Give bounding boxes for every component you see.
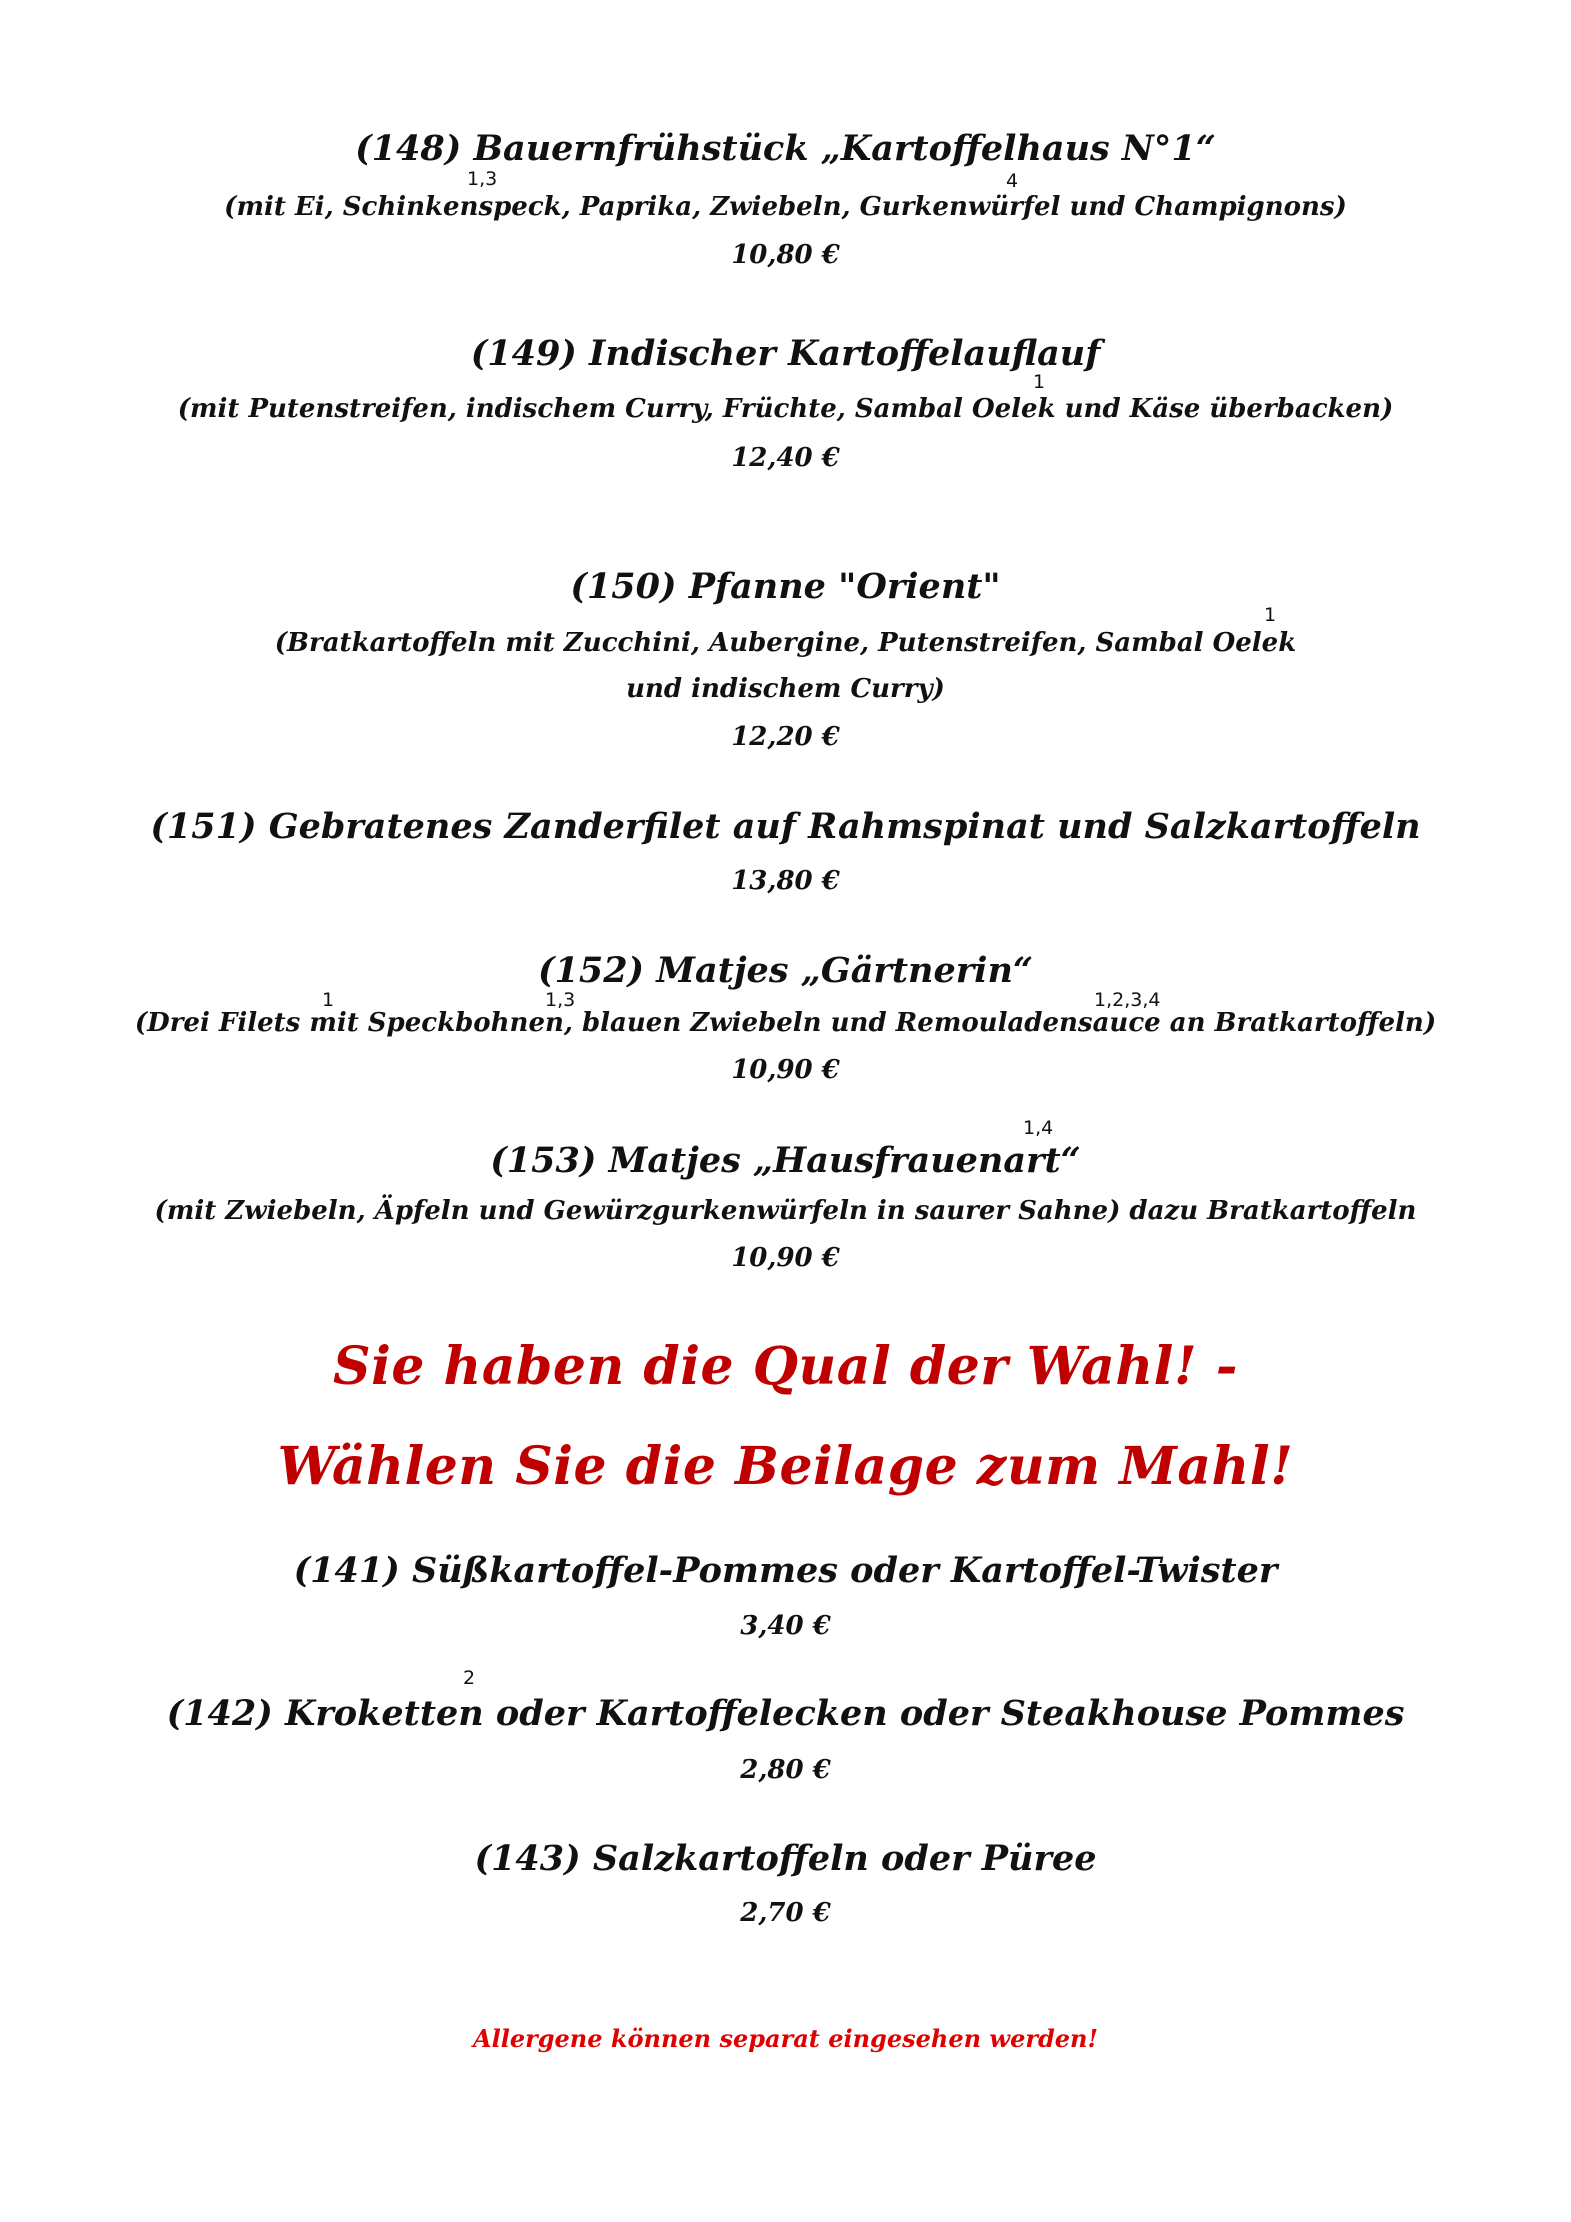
item-152-title: (152) Matjes „Gärtnerin“ bbox=[537, 950, 1034, 991]
item-153-title: (153) Matjes „Hausfrauenart“ bbox=[490, 1140, 1081, 1181]
item-148-title: (148) Bauernfrühstück „Kartoffelhaus N°1“ bbox=[355, 128, 1216, 169]
item-150-title: (150) Pfanne "Orient" bbox=[570, 566, 1001, 607]
item-149-allergen-1: 1 bbox=[1033, 371, 1046, 393]
item-152-allergen-1: 1 bbox=[322, 989, 335, 1011]
item-153-price: 10,90 € bbox=[731, 1243, 840, 1273]
item-149-price: 12,40 € bbox=[731, 443, 840, 473]
allergen-note: Allergene können separat eingesehen werden! bbox=[472, 2024, 1099, 2053]
side-143-title: (143) Salzkartoffeln oder Püree bbox=[474, 1838, 1097, 1879]
side-142-title: (142) Kroketten oder Kartoffelecken oder Steakhouse Pommes bbox=[166, 1693, 1405, 1734]
item-148-allergen-2: 4 bbox=[1006, 170, 1019, 192]
item-152-allergen-2: 1,3 bbox=[545, 989, 576, 1011]
item-152-price: 10,90 € bbox=[731, 1055, 840, 1085]
item-152-description: (Drei Filets mit Speckbohnen, blauen Zwiebeln und Remouladensauce an Bratkartoffeln) bbox=[134, 1008, 1437, 1038]
item-148-allergen-1: 1,3 bbox=[467, 168, 498, 190]
side-142-price: 2,80 € bbox=[740, 1755, 831, 1785]
side-143-price: 2,70 € bbox=[740, 1898, 831, 1928]
item-151-price: 13,80 € bbox=[731, 866, 840, 896]
item-150-price: 12,20 € bbox=[731, 722, 840, 752]
item-152-allergen-3: 1,2,3,4 bbox=[1094, 989, 1161, 1011]
side-141-title: (141) Süßkartoffel-Pommes oder Kartoffel-Twister bbox=[293, 1550, 1278, 1591]
item-151-title: (151) Gebratenes Zanderfilet auf Rahmspinat und Salzkartoffeln bbox=[150, 806, 1421, 847]
side-142-allergen-1: 2 bbox=[463, 1667, 476, 1689]
slogan-line-1: Sie haben die Qual der Wahl! - bbox=[333, 1336, 1238, 1397]
item-148-description: (mit Ei, Schinkenspeck, Paprika, Zwiebeln, Gurkenwürfel und Champignons) bbox=[224, 192, 1347, 222]
item-150-description-line2: und indischem Curry) bbox=[626, 674, 945, 704]
item-149-title: (149) Indischer Kartoffelauflauf bbox=[470, 333, 1101, 374]
item-153-description: (mit Zwiebeln, Äpfeln und Gewürzgurkenwürfeln in saurer Sahne) dazu Bratkartoffeln bbox=[154, 1196, 1417, 1226]
item-153-allergen-1: 1,4 bbox=[1023, 1117, 1054, 1139]
item-149-description: (mit Putenstreifen, indischem Curry, Früchte, Sambal Oelek und Käse überbacken) bbox=[177, 394, 1394, 424]
item-150-description-line1: (Bratkartoffeln mit Zucchini, Aubergine, Putenstreifen, Sambal Oelek bbox=[274, 628, 1297, 658]
item-150-allergen-1: 1 bbox=[1264, 604, 1277, 626]
slogan-line-2: Wählen Sie die Beilage zum Mahl! bbox=[277, 1436, 1294, 1497]
side-141-price: 3,40 € bbox=[740, 1611, 831, 1641]
item-148-price: 10,80 € bbox=[731, 240, 840, 270]
